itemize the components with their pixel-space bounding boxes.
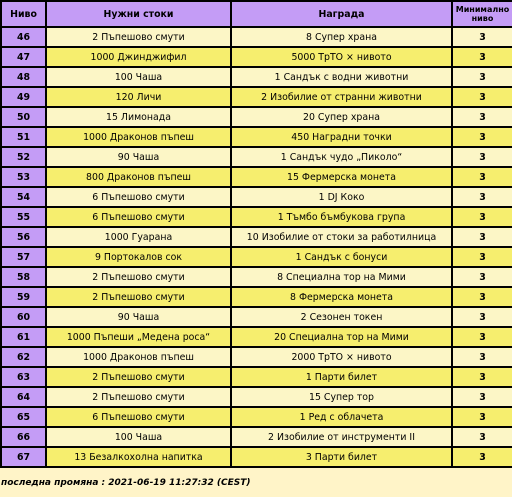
needed-goods-cell: 15 Лимонада <box>47 108 230 126</box>
header-needed-goods: Нужни стоки <box>47 2 230 26</box>
level-cell: 48 <box>2 68 45 86</box>
level-cell: 60 <box>2 308 45 326</box>
reward-cell: 1 DJ Коко <box>232 188 451 206</box>
level-cell: 53 <box>2 168 45 186</box>
level-cell: 50 <box>2 108 45 126</box>
reward-cell: 1 Парти билет <box>232 368 451 386</box>
table-row <box>2 228 512 246</box>
reward-cell: 8 Супер храна <box>232 28 451 46</box>
level-cell: 59 <box>2 288 45 306</box>
reward-cell: 2 Сезонен токен <box>232 308 451 326</box>
table-header-row <box>2 2 512 26</box>
level-cell: 56 <box>2 228 45 246</box>
table-row <box>2 328 512 346</box>
min-level-cell: 3 <box>453 288 512 306</box>
needed-goods-cell: 13 Безалкохолна напитка <box>47 448 230 466</box>
table-row <box>2 168 512 186</box>
min-level-cell: 3 <box>453 108 512 126</box>
min-level-cell: 3 <box>453 308 512 326</box>
table-row <box>2 308 512 326</box>
level-cell: 47 <box>2 48 45 66</box>
level-cell: 46 <box>2 28 45 46</box>
reward-cell: 3 Парти билет <box>232 448 451 466</box>
level-cell: 64 <box>2 388 45 406</box>
needed-goods-cell: 2 Пъпешово смути <box>47 388 230 406</box>
needed-goods-cell: 100 Чаша <box>47 428 230 446</box>
table-row <box>2 268 512 286</box>
min-level-cell: 3 <box>453 388 512 406</box>
reward-cell: 20 Супер храна <box>232 108 451 126</box>
reward-cell: 5000 ТрТО × нивото <box>232 48 451 66</box>
table-row <box>2 288 512 306</box>
level-cell: 65 <box>2 408 45 426</box>
min-level-cell: 3 <box>453 328 512 346</box>
header-reward: Награда <box>232 2 451 26</box>
needed-goods-cell: 800 Драконов пъпеш <box>47 168 230 186</box>
table-row <box>2 208 512 226</box>
needed-goods-cell: 6 Пъпешово смути <box>47 188 230 206</box>
reward-cell: 1 Сандък чудо „Пиколо“ <box>232 148 451 166</box>
last-modified-footer: последна промяна : 2021-06-19 11:27:32 (CEST) <box>1 478 251 488</box>
reward-cell: 2 Изобилие от инструменти II <box>232 428 451 446</box>
reward-cell: 450 Наградни точки <box>232 128 451 146</box>
needed-goods-cell: 90 Чаша <box>47 308 230 326</box>
min-level-cell: 3 <box>453 28 512 46</box>
needed-goods-cell: 1000 Драконов пъпеш <box>47 128 230 146</box>
min-level-cell: 3 <box>453 168 512 186</box>
reward-cell: 1 Сандък с водни животни <box>232 68 451 86</box>
reward-cell: 8 Фермерска монета <box>232 288 451 306</box>
needed-goods-cell: 2 Пъпешово смути <box>47 268 230 286</box>
needed-goods-cell: 120 Личи <box>47 88 230 106</box>
level-cell: 62 <box>2 348 45 366</box>
level-cell: 55 <box>2 208 45 226</box>
header-level: Ниво <box>2 2 45 26</box>
reward-cell: 15 Супер тор <box>232 388 451 406</box>
table-row <box>2 68 512 86</box>
min-level-cell: 3 <box>453 188 512 206</box>
table-row <box>2 348 512 366</box>
min-level-cell: 3 <box>453 368 512 386</box>
reward-cell: 15 Фермерска монета <box>232 168 451 186</box>
table-row <box>2 388 512 406</box>
level-cell: 52 <box>2 148 45 166</box>
needed-goods-cell: 1000 Джинджифил <box>47 48 230 66</box>
reward-cell: 1 Тъмбо бъмбукова група <box>232 208 451 226</box>
table-row <box>2 128 512 146</box>
min-level-cell: 3 <box>453 68 512 86</box>
level-cell: 49 <box>2 88 45 106</box>
level-cell: 63 <box>2 368 45 386</box>
reward-cell: 2000 ТрТО × нивото <box>232 348 451 366</box>
min-level-cell: 3 <box>453 428 512 446</box>
table-row <box>2 408 512 426</box>
needed-goods-cell: 1000 Гуарана <box>47 228 230 246</box>
needed-goods-cell: 2 Пъпешово смути <box>47 288 230 306</box>
level-cell: 66 <box>2 428 45 446</box>
table-row <box>2 48 512 66</box>
needed-goods-cell: 2 Пъпешово смути <box>47 28 230 46</box>
needed-goods-cell: 90 Чаша <box>47 148 230 166</box>
min-level-cell: 3 <box>453 268 512 286</box>
min-level-cell: 3 <box>453 248 512 266</box>
table-row <box>2 108 512 126</box>
level-cell: 54 <box>2 188 45 206</box>
needed-goods-cell: 1000 Драконов пъпеш <box>47 348 230 366</box>
level-cell: 57 <box>2 248 45 266</box>
min-level-cell: 3 <box>453 348 512 366</box>
reward-cell: 1 Ред с облачета <box>232 408 451 426</box>
reward-cell: 1 Сандък с бонуси <box>232 248 451 266</box>
min-level-cell: 3 <box>453 88 512 106</box>
needed-goods-cell: 6 Пъпешово смути <box>47 408 230 426</box>
min-level-cell: 3 <box>453 48 512 66</box>
reward-cell: 20 Специална тор на Мими <box>232 328 451 346</box>
needed-goods-cell: 6 Пъпешово смути <box>47 208 230 226</box>
table-row <box>2 28 512 46</box>
table-row <box>2 448 512 466</box>
needed-goods-cell: 2 Пъпешово смути <box>47 368 230 386</box>
level-cell: 61 <box>2 328 45 346</box>
min-level-cell: 3 <box>453 228 512 246</box>
reward-cell: 10 Изобилие от стоки за работилница <box>232 228 451 246</box>
level-cell: 51 <box>2 128 45 146</box>
min-level-cell: 3 <box>453 448 512 466</box>
needed-goods-cell: 1000 Пъпеши „Медена роса“ <box>47 328 230 346</box>
table-row <box>2 88 512 106</box>
table-row <box>2 148 512 166</box>
reward-cell: 2 Изобилие от странни животни <box>232 88 451 106</box>
reward-cell: 8 Специална тор на Мими <box>232 268 451 286</box>
table-row <box>2 428 512 446</box>
level-cell: 67 <box>2 448 45 466</box>
table-row <box>2 188 512 206</box>
table-row <box>2 368 512 386</box>
needed-goods-cell: 100 Чаша <box>47 68 230 86</box>
min-level-cell: 3 <box>453 128 512 146</box>
needed-goods-cell: 9 Портокалов сок <box>47 248 230 266</box>
min-level-cell: 3 <box>453 148 512 166</box>
min-level-cell: 3 <box>453 208 512 226</box>
header-min-level: Минимално ниво <box>453 2 512 26</box>
table-row <box>2 248 512 266</box>
level-cell: 58 <box>2 268 45 286</box>
min-level-cell: 3 <box>453 408 512 426</box>
